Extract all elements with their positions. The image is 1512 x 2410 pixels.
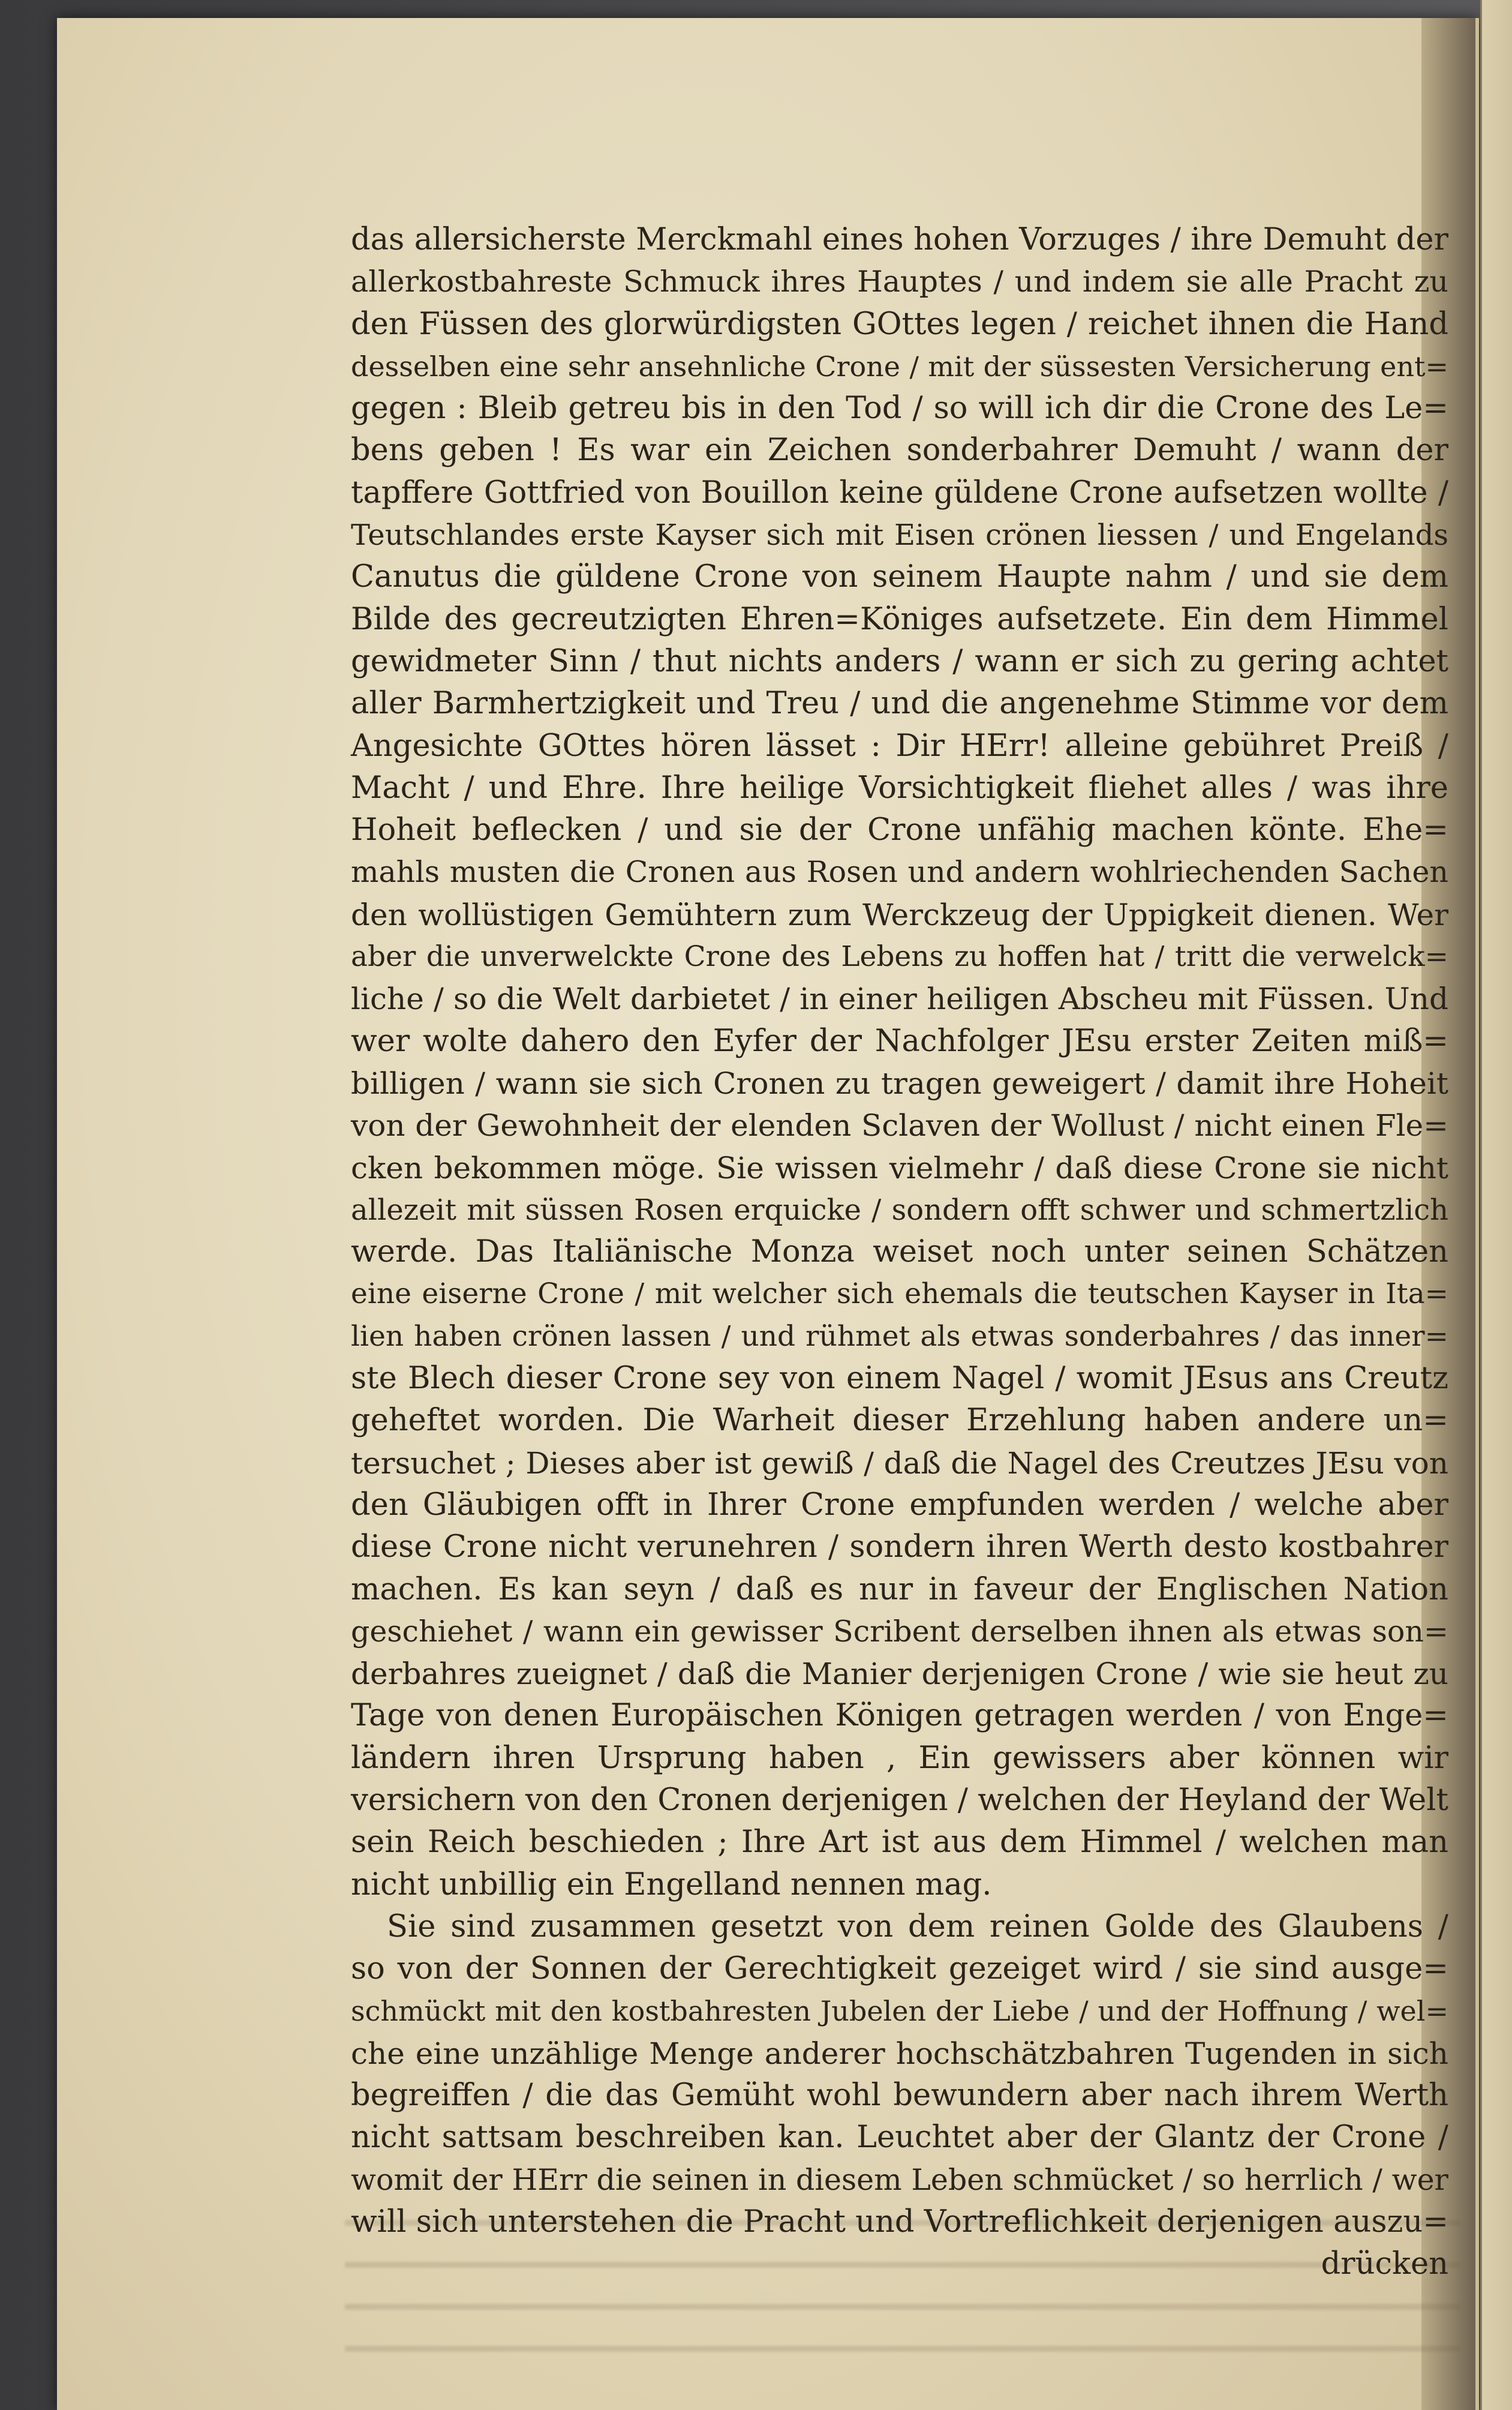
text-line: versichern von den Cronen derjenigen / welchen der Heyland der Welt bbox=[351, 1782, 1448, 1818]
text-line: werde. Das Italiänische Monza weiset noch unter seinen Schätzen bbox=[351, 1234, 1448, 1270]
text-line: gegen : Bleib getreu bis in den Tod / so will ich dir die Crone des Le= bbox=[351, 391, 1448, 427]
text-line: geheftet worden. Die Warheit dieser Erzehlung haben andere un= bbox=[351, 1403, 1448, 1439]
text-line: allezeit mit süssen Rosen erquicke / sondern offt schwer und schmertzlich bbox=[351, 1193, 1448, 1227]
text-line: schmückt mit den kostbahresten Jubelen der Liebe / und der Hoffnung / wel= bbox=[351, 1995, 1448, 2028]
text-line: womit der HErr die seinen in diesem Leben schmücket / so herrlich / wer bbox=[351, 2162, 1448, 2197]
text-line: eine eiserne Crone / mit welcher sich ehemals die teutschen Kayser in Ita= bbox=[351, 1277, 1448, 1311]
text-line: cken bekommen möge. Sie wissen vielmehr / daß diese Crone sie nicht bbox=[351, 1150, 1448, 1186]
text-line: Tage von denen Europäischen Königen getragen werden / von Enge= bbox=[351, 1698, 1448, 1734]
paragraph-start-line: Sie sind zusammen gesetzt von dem reinen Golde des Glaubens / bbox=[387, 1908, 1448, 1944]
text-line: Macht / und Ehre. Ihre heilige Vorsichtigkeit fliehet alles / was ihre bbox=[351, 770, 1448, 806]
catchword: drücken bbox=[1321, 2246, 1448, 2282]
text-line: lien haben crönen lassen / und rühmet als etwas sonderbahres / das inner= bbox=[351, 1319, 1448, 1353]
text-line: diese Crone nicht verunehren / sondern ihren Werth desto kostbahrer bbox=[351, 1529, 1448, 1565]
text-line: liche / so die Welt darbietet / in einer heiligen Abscheu mit Füssen. Und bbox=[351, 982, 1448, 1017]
text-line: tersuchet ; Dieses aber ist gewiß / daß die Nagel des Creutzes JEsu von bbox=[351, 1445, 1448, 1481]
text-line: den Gläubigen offt in Ihrer Crone empfunden werden / welche aber bbox=[351, 1487, 1448, 1523]
text-line: billigen / wann sie sich Cronen zu tragen geweigert / damit ihre Hoheit bbox=[351, 1066, 1448, 1101]
paragraph-end-line: nicht unbillig ein Engelland nennen mag. bbox=[351, 1866, 992, 1902]
text-line: so von der Sonnen der Gerechtigkeit gezeiget wird / sie sind ausge= bbox=[351, 1951, 1448, 1987]
text-line: nicht sattsam beschreiben kan. Leuchtet aber der Glantz der Crone / bbox=[351, 2120, 1448, 2156]
text-line: ländern ihren Ursprung haben , Ein gewissers aber können wir bbox=[351, 1740, 1448, 1776]
text-line: Bilde des gecreutzigten Ehren=Königes aufsetzete. Ein dem Himmel bbox=[351, 601, 1448, 637]
text-line: bens geben ! Es war ein Zeichen sonderbahrer Demuht / wann der bbox=[351, 433, 1448, 469]
text-line: desselben eine sehr ansehnliche Crone / mit der süssesten Versicherung ent= bbox=[351, 350, 1448, 383]
text-line: mahls musten die Cronen aus Rosen und andern wohlriechenden Sachen bbox=[351, 855, 1448, 890]
text-line: Canutus die güldene Crone von seinem Haupte nahm / und sie dem bbox=[351, 559, 1448, 595]
text-line: sein Reich beschieden ; Ihre Art ist aus dem Himmel / welchen man bbox=[351, 1824, 1448, 1860]
text-line: geschiehet / wann ein gewisser Scribent derselben ihnen als etwas son= bbox=[351, 1614, 1448, 1649]
text-line: den Füssen des glorwürdigsten GOttes legen / reichet ihnen die Hand bbox=[351, 306, 1448, 342]
text-line: allerkostbahreste Schmuck ihres Hauptes / und indem sie alle Pracht zu bbox=[351, 265, 1448, 299]
text-line: derbahres zueignet / daß die Manier derjenigen Crone / wie sie heut zu bbox=[351, 1656, 1448, 1692]
opposite-page-edge bbox=[1480, 0, 1512, 2410]
text-line: machen. Es kan seyn / daß es nur in faveur der Englischen Nation bbox=[351, 1571, 1448, 1607]
text-line: den wollüstigen Gemühtern zum Werckzeug der Uppigkeit dienen. Wer bbox=[351, 897, 1448, 932]
text-line: wer wolte dahero den Eyfer der Nachfolger JEsu erster Zeiten miß= bbox=[351, 1023, 1448, 1059]
text-line: Angesichte GOttes hören lässet : Dir HErr! alleine gebühret Preiß / bbox=[351, 728, 1448, 764]
text-line: Teutschlandes erste Kayser sich mit Eisen crönen liessen / und Engelands bbox=[351, 518, 1448, 553]
text-line: begreiffen / die das Gemüht wohl bewundern aber nach ihrem Werth bbox=[351, 2078, 1448, 2114]
book-page bbox=[57, 18, 1479, 2410]
text-line: tapffere Gottfried von Bouillon keine güldene Crone aufsetzen wollte / bbox=[351, 475, 1448, 511]
text-line: aber die unverwelckte Crone des Lebens zu hoffen hat / tritt die verwelck= bbox=[351, 940, 1448, 974]
text-line: gewidmeter Sinn / thut nichts anders / wann er sich zu gering achtet bbox=[351, 643, 1448, 679]
text-line: Hoheit beflecken / und sie der Crone unfähig machen könte. Ehe= bbox=[351, 812, 1448, 848]
text-line: che eine unzählige Menge anderer hochschätzbahren Tugenden in sich bbox=[351, 2036, 1448, 2071]
text-line: aller Barmhertzigkeit und Treu / und die angenehme Stimme vor dem bbox=[351, 686, 1448, 722]
body-text bbox=[351, 219, 1448, 2286]
text-line: will sich unterstehen die Pracht und Vortreflichkeit derjenigen auszu= bbox=[351, 2204, 1448, 2240]
text-line: von der Gewohnheit der elenden Sclaven der Wollust / nicht einen Fle= bbox=[351, 1108, 1448, 1144]
text-line: ste Blech dieser Crone sey von einem Nagel / womit JEsus ans Creutz bbox=[351, 1361, 1448, 1397]
text-line: das allersicherste Merckmahl eines hohen Vorzuges / ihre Demuht der bbox=[351, 222, 1448, 257]
